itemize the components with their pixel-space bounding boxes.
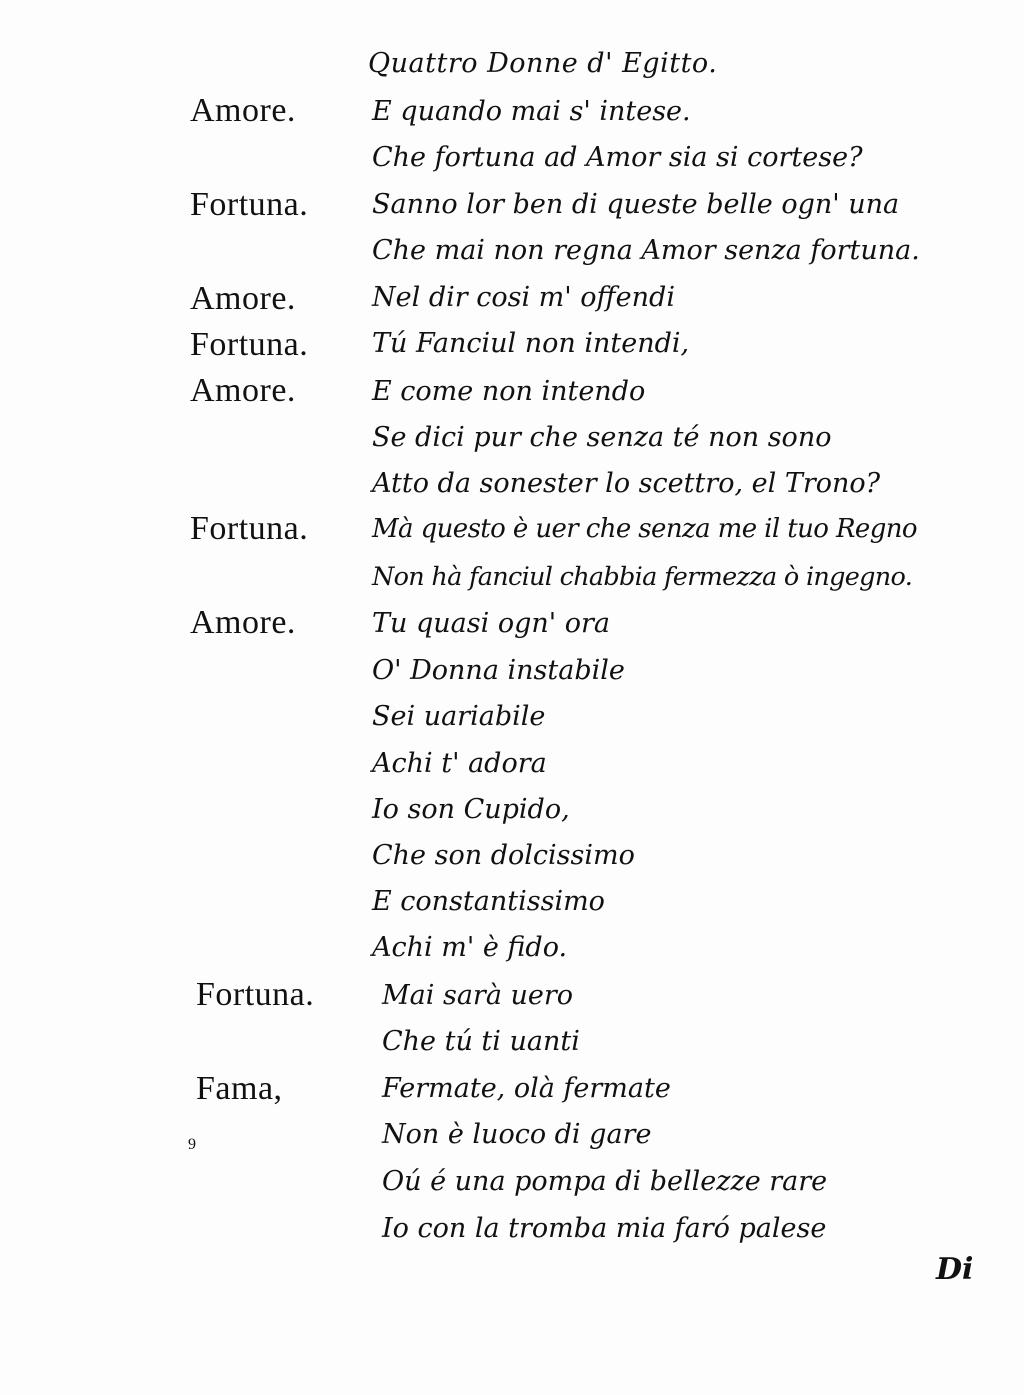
speaker-fortuna: Fortuna.	[190, 186, 309, 223]
verse-line: Io con la tromba mia faró palese	[382, 1213, 827, 1244]
verse-line: Che son dolcissimo	[372, 840, 635, 871]
verse-line: E quando mai s' intese.	[372, 96, 691, 127]
speaker-amore: Amore.	[190, 372, 296, 409]
verse-line: Achi m' è fido.	[372, 932, 568, 963]
verse-line: Oú é una pompa di bellezze rare	[382, 1166, 828, 1197]
verse-line: Se dici pur che senza té non sono	[372, 422, 832, 453]
speaker-fama: Fama,	[196, 1070, 283, 1107]
verse-line: Io son Cupido,	[372, 794, 570, 825]
verse-line: E constantissimo	[372, 886, 605, 917]
verse-line: Sei uariabile	[372, 701, 546, 732]
speaker-amore: Amore.	[190, 280, 296, 317]
catchword: Di	[936, 1252, 974, 1287]
verse-line: Atto da sonester lo scettro, el Trono?	[372, 468, 881, 499]
verse-line: Che fortuna ad Amor sia si cortese?	[372, 142, 863, 173]
verse-line: Non hà fanciul chabbia fermezza ò ingegno.	[372, 562, 913, 592]
speaker-amore: Amore.	[190, 92, 296, 129]
verse-line: Mai sarà uero	[382, 980, 574, 1011]
verse-line: O' Donna instabile	[372, 655, 625, 686]
running-title: Quattro Donne d' Egitto.	[368, 48, 718, 79]
speaker-amore: Amore.	[190, 604, 296, 641]
signature-mark: 9	[188, 1136, 196, 1153]
verse-line: E come non intendo	[372, 376, 646, 407]
verse-line: Sanno lor ben di queste belle ogn' una	[372, 189, 900, 220]
speaker-fortuna: Fortuna.	[196, 976, 315, 1013]
verse-line: Non è luoco di gare	[382, 1119, 652, 1150]
verse-line: Che tú ti uanti	[382, 1026, 580, 1057]
verse-line: Tu quasi ogn' ora	[372, 608, 611, 639]
verse-line: Che mai non regna Amor senza fortuna.	[372, 235, 920, 266]
speaker-fortuna: Fortuna.	[190, 326, 309, 363]
verse-line: Nel dir cosi m' offendi	[372, 282, 675, 313]
verse-line: Fermate, olà fermate	[382, 1073, 671, 1104]
speaker-fortuna: Fortuna.	[190, 510, 309, 547]
verse-line: Tú Fanciul non intendi,	[372, 328, 690, 359]
verse-line: Achi t' adora	[372, 748, 547, 779]
verse-line: Mà questo è uer che senza me il tuo Regno	[372, 514, 917, 544]
